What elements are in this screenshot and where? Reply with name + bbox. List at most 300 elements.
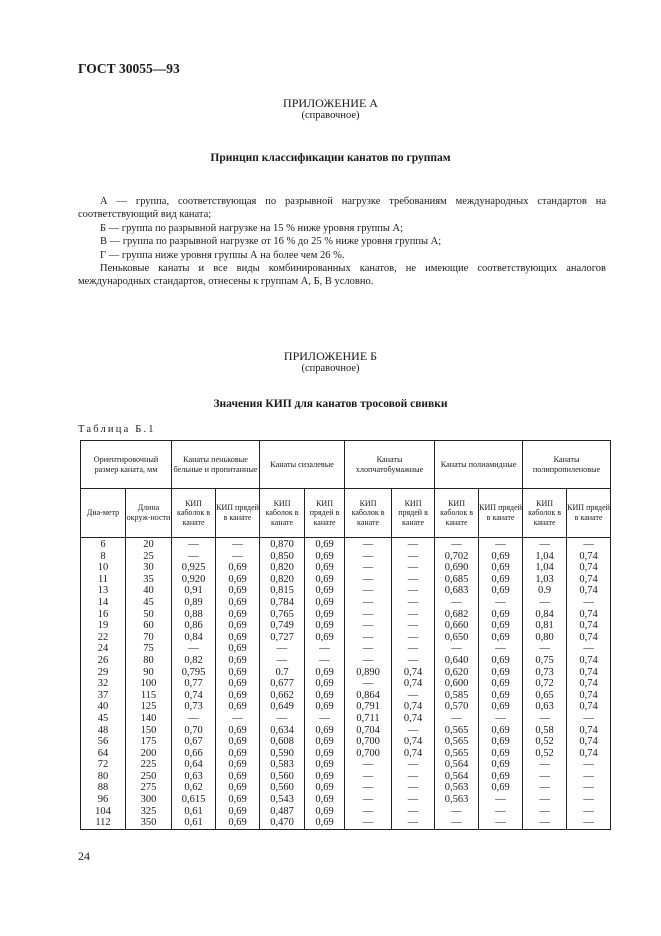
table-cell: — (435, 643, 479, 655)
table-cell: 104 (81, 806, 126, 818)
table-cell: 0,69 (305, 678, 345, 690)
table-caption: Таблица Б.1 (78, 424, 156, 435)
table-cell: 0,69 (479, 725, 523, 737)
table-cell: 0,795 (172, 667, 216, 679)
table-cell: 0,81 (523, 620, 567, 632)
table-cell: 24 (81, 643, 126, 655)
table-row (81, 538, 611, 551)
table-cell: — (172, 713, 216, 725)
group-header-polypropylene: Канаты полипропиленовые (523, 441, 611, 489)
table-cell: 0,74 (392, 701, 435, 713)
table-cell: 96 (81, 794, 126, 806)
table-cell: 0,711 (345, 713, 392, 725)
table-cell: 0,564 (435, 759, 479, 771)
table-cell: — (345, 585, 392, 597)
table-cell: 0,69 (305, 817, 345, 829)
table-cell: 0,864 (345, 690, 392, 702)
table-cell: 0,69 (216, 620, 260, 632)
table-cell: — (345, 759, 392, 771)
table-cell: 325 (126, 806, 172, 818)
table-cell: 0,70 (172, 725, 216, 737)
table-cell: 0,74 (567, 725, 611, 737)
table-cell: 200 (126, 748, 172, 760)
sub-header-hemp-yarns: КИП каболок в канате (172, 489, 216, 538)
appendix-b-heading: Значения КИП для канатов тросовой свивки (213, 398, 448, 410)
table-cell: — (392, 806, 435, 818)
table-cell: 0,660 (435, 620, 479, 632)
table-cell: 64 (81, 748, 126, 760)
group-header-sisal: Канаты сизалевые (260, 441, 345, 489)
table-cell: 0,662 (260, 690, 305, 702)
table-cell: — (392, 690, 435, 702)
table-cell: 0,784 (260, 597, 305, 609)
table-row (81, 736, 611, 748)
table-cell: 20 (126, 538, 172, 551)
table-cell: 0,69 (305, 725, 345, 737)
table-cell: 0,69 (479, 632, 523, 644)
table-cell: — (305, 713, 345, 725)
table-row (81, 667, 611, 679)
table-cell: — (392, 643, 435, 655)
table-cell: 0,791 (345, 701, 392, 713)
table-cell: 0,650 (435, 632, 479, 644)
table-cell: — (567, 794, 611, 806)
table-cell: 0,75 (523, 655, 567, 667)
table-cell: 0,700 (345, 748, 392, 760)
appendix-a-body (78, 195, 606, 289)
table-cell: 0,74 (392, 678, 435, 690)
table-cell: — (523, 597, 567, 609)
table-cell: — (479, 713, 523, 725)
table-cell: 45 (126, 597, 172, 609)
table-cell: 0,570 (435, 701, 479, 713)
table-cell: 0,74 (567, 678, 611, 690)
table-cell: 0,84 (172, 632, 216, 644)
table-cell: 300 (126, 794, 172, 806)
appendix-a-heading: Принцип классификации канатов по группам (210, 152, 451, 164)
table-cell: — (392, 771, 435, 783)
table-row (81, 597, 611, 609)
table-cell: 13 (81, 585, 126, 597)
table-cell: 0,560 (260, 771, 305, 783)
table-row (81, 725, 611, 737)
table-cell: 0,615 (172, 794, 216, 806)
table-cell: 0.9 (523, 585, 567, 597)
table-row (81, 562, 611, 574)
table-cell: 0,69 (479, 655, 523, 667)
table-cell: 0,64 (172, 759, 216, 771)
table-cell: — (392, 585, 435, 597)
table-cell: 1,04 (523, 562, 567, 574)
table-cell: 40 (81, 701, 126, 713)
table-cell: — (567, 643, 611, 655)
table-cell: 0,682 (435, 609, 479, 621)
table-cell: — (260, 655, 305, 667)
table-cell: 29 (81, 667, 126, 679)
appendix-a-title: ПРИЛОЖЕНИЕ А (283, 96, 378, 110)
table-row (81, 632, 611, 644)
sub-header-cotton-strands: КИП прядей в канате (392, 489, 435, 538)
sub-header-sisal-strands: КИП прядей в канате (305, 489, 345, 538)
table-cell: 0,565 (435, 736, 479, 748)
table-cell: 0,543 (260, 794, 305, 806)
table-cell: — (392, 725, 435, 737)
sub-header-hemp-strands: КИП прядей в канате (216, 489, 260, 538)
table-cell: 35 (126, 574, 172, 586)
table-cell: 0,74 (567, 551, 611, 563)
table-cell: 0,69 (479, 736, 523, 748)
table-cell: 0,84 (523, 609, 567, 621)
sub-header-polypropylene-strands: КИП прядей в канате (567, 489, 611, 538)
table-cell: — (567, 817, 611, 829)
table-cell: 0,63 (523, 701, 567, 713)
table-cell: 8 (81, 551, 126, 563)
table-cell: 0,69 (216, 817, 260, 829)
table-cell: 112 (81, 817, 126, 829)
table-cell: 0,69 (305, 759, 345, 771)
page-number: 24 (78, 849, 90, 863)
table-cell: 0,69 (216, 655, 260, 667)
paragraph-hemp-note: Пеньковые канаты и все виды комбинированных канатов, не имеющие соответствующих аналогов международных стандартов, отнесены к группам А, Б, В условно. (78, 263, 606, 288)
table-row (81, 678, 611, 690)
table-cell: 0,69 (216, 771, 260, 783)
table-cell: 0,74 (392, 667, 435, 679)
table-cell: 0,52 (523, 736, 567, 748)
table-cell: 80 (81, 771, 126, 783)
table-cell: — (523, 771, 567, 783)
document-header: ГОСТ 30055—93 (78, 61, 180, 76)
table-cell: 100 (126, 678, 172, 690)
table-cell: 0,685 (435, 574, 479, 586)
table-cell: 0,69 (216, 725, 260, 737)
table-cell: 0,69 (305, 597, 345, 609)
table-row (81, 817, 611, 829)
table-cell: 0,74 (567, 690, 611, 702)
table-cell: — (392, 562, 435, 574)
table-cell: — (392, 632, 435, 644)
table-cell: 40 (126, 585, 172, 597)
table-cell: — (345, 806, 392, 818)
table-cell: — (435, 713, 479, 725)
table-cell: 0,925 (172, 562, 216, 574)
table-cell: — (345, 551, 392, 563)
table-cell: 140 (126, 713, 172, 725)
table-cell: — (523, 806, 567, 818)
paragraph-group-g: Г — группа ниже уровня группы А на более чем 26 %. (100, 249, 345, 261)
table-cell: 0,820 (260, 574, 305, 586)
table-cell: 0,608 (260, 736, 305, 748)
table-cell: — (435, 597, 479, 609)
table-cell: 115 (126, 690, 172, 702)
table-cell: 0,69 (305, 551, 345, 563)
table-cell: 0,69 (305, 609, 345, 621)
table-cell: 48 (81, 725, 126, 737)
table-cell: — (345, 794, 392, 806)
table-cell: 0,69 (479, 771, 523, 783)
table-cell: 0,565 (435, 725, 479, 737)
table-row (81, 748, 611, 760)
table-cell: — (435, 817, 479, 829)
group-header-cotton: Канаты хлопчатобумажные (345, 441, 435, 489)
table-cell: 0,74 (172, 690, 216, 702)
table-cell: — (216, 713, 260, 725)
table-cell: 0,69 (479, 748, 523, 760)
table-cell: 0,69 (479, 620, 523, 632)
table-cell: 0,74 (392, 748, 435, 760)
table-cell: 0,727 (260, 632, 305, 644)
table-cell: 0,66 (172, 748, 216, 760)
sub-header-cotton-yarns: КИП каболок в канате (345, 489, 392, 538)
table-cell: 350 (126, 817, 172, 829)
table-cell: 0,69 (216, 759, 260, 771)
table-cell: 0,74 (567, 655, 611, 667)
kip-table (80, 440, 611, 830)
table-cell: 0,65 (523, 690, 567, 702)
table-cell: 0,69 (305, 794, 345, 806)
table-cell: — (392, 609, 435, 621)
table-cell: — (392, 655, 435, 667)
table-row (81, 701, 611, 713)
table-cell: — (479, 597, 523, 609)
table-cell: 0,69 (216, 748, 260, 760)
table-cell: 0,563 (435, 782, 479, 794)
table-cell: — (479, 817, 523, 829)
table-cell: 0,69 (305, 632, 345, 644)
paragraph-group-b: Б — группа по разрывной нагрузке на 15 % ниже уровня группы А; (100, 222, 404, 234)
table-row (81, 585, 611, 597)
table-cell: — (345, 609, 392, 621)
table-cell: 10 (81, 562, 126, 574)
table-cell: — (345, 678, 392, 690)
table-row (81, 551, 611, 563)
table-cell: — (345, 632, 392, 644)
table-cell: — (567, 713, 611, 725)
table-cell: — (345, 620, 392, 632)
table-cell: 0,69 (305, 701, 345, 713)
sub-header-polyamide-strands: КИП прядей в канате (479, 489, 523, 538)
table-cell: 0,74 (567, 609, 611, 621)
table-cell: 0,890 (345, 667, 392, 679)
sub-header-polyamide-yarns: КИП каболок в канате (435, 489, 479, 538)
table-cell: 0,649 (260, 701, 305, 713)
table-cell: 0,69 (305, 667, 345, 679)
table-cell: 0,590 (260, 748, 305, 760)
table-cell: 0,683 (435, 585, 479, 597)
table-cell: 0,69 (305, 574, 345, 586)
table-cell: 0,61 (172, 806, 216, 818)
table-cell: 0,870 (260, 538, 305, 551)
table-cell: 0,58 (523, 725, 567, 737)
table-cell: 0,820 (260, 562, 305, 574)
table-cell: 0,69 (305, 736, 345, 748)
table-cell: 0,470 (260, 817, 305, 829)
table-cell: 0,600 (435, 678, 479, 690)
table-cell: — (345, 771, 392, 783)
table-cell: 90 (126, 667, 172, 679)
table-cell: 0,749 (260, 620, 305, 632)
table-cell: — (216, 538, 260, 551)
table-row (81, 609, 611, 621)
table-cell: 0,86 (172, 620, 216, 632)
paragraph-group-a: А — группа, соответствующая по разрывной нагрузке требованиям международных стандартов на соответствующий вид каната; (78, 196, 606, 221)
table-cell: — (479, 538, 523, 551)
table-cell: — (523, 643, 567, 655)
table-cell: 0,69 (216, 597, 260, 609)
table-cell: 0,69 (479, 667, 523, 679)
table-row (81, 620, 611, 632)
table-cell: — (567, 782, 611, 794)
table-cell: — (567, 597, 611, 609)
table-cell: 37 (81, 690, 126, 702)
table-cell: 0,69 (216, 585, 260, 597)
table-cell: 0,69 (479, 574, 523, 586)
table-cell: 0,74 (567, 585, 611, 597)
table-cell: 0,702 (435, 551, 479, 563)
table-cell: 0,634 (260, 725, 305, 737)
group-header-polyamide: Канаты полиамидные (435, 441, 523, 489)
table-cell: 0,69 (216, 632, 260, 644)
table-cell: 16 (81, 609, 126, 621)
table-cell: 26 (81, 655, 126, 667)
table-cell: 0,69 (305, 562, 345, 574)
table-cell: 0,69 (216, 701, 260, 713)
table-cell: — (345, 782, 392, 794)
table-cell: 0,565 (435, 748, 479, 760)
table-cell: 0,765 (260, 609, 305, 621)
table-cell: 150 (126, 725, 172, 737)
table-row (81, 713, 611, 725)
table-cell: 0,69 (305, 782, 345, 794)
table-cell: 0,815 (260, 585, 305, 597)
table-cell: 75 (126, 643, 172, 655)
table-cell: — (392, 551, 435, 563)
table-row (81, 771, 611, 783)
table-cell: — (392, 817, 435, 829)
table-cell: 0,74 (392, 736, 435, 748)
table-cell: 0,560 (260, 782, 305, 794)
table-cell: 0,69 (305, 538, 345, 551)
table-cell: — (435, 806, 479, 818)
table-cell: 0,74 (567, 748, 611, 760)
table-cell: 0,583 (260, 759, 305, 771)
table-cell: 0,74 (567, 701, 611, 713)
table-row (81, 643, 611, 655)
table-cell: 0,74 (567, 667, 611, 679)
table-cell: 0,74 (567, 574, 611, 586)
table-cell: — (567, 538, 611, 551)
table-cell: 0,69 (479, 585, 523, 597)
table-cell: 0,61 (172, 817, 216, 829)
table-cell: — (392, 782, 435, 794)
table-cell: 0,69 (216, 782, 260, 794)
table-cell: 0,80 (523, 632, 567, 644)
table-cell: 0,69 (479, 759, 523, 771)
table-cell: — (523, 538, 567, 551)
table-cell: — (305, 655, 345, 667)
table-cell: — (567, 771, 611, 783)
appendix-b-title: ПРИЛОЖЕНИЕ Б (283, 349, 378, 363)
table-cell: 0,74 (392, 713, 435, 725)
table-cell: 0,69 (216, 736, 260, 748)
table-cell: 30 (126, 562, 172, 574)
table-cell: 0,88 (172, 609, 216, 621)
table-cell: 0,73 (172, 701, 216, 713)
table-cell: 56 (81, 736, 126, 748)
table-cell: 275 (126, 782, 172, 794)
table-cell: 0,73 (523, 667, 567, 679)
table-row (81, 655, 611, 667)
table-cell: 25 (126, 551, 172, 563)
table-cell: — (345, 562, 392, 574)
table-cell: 0,63 (172, 771, 216, 783)
table-cell: 0,850 (260, 551, 305, 563)
table-cell: 0,74 (567, 562, 611, 574)
table-cell: 0,69 (305, 690, 345, 702)
table-cell: — (345, 597, 392, 609)
table-cell: — (305, 643, 345, 655)
sub-header-sisal-yarns: КИП каболок в канате (260, 489, 305, 538)
table-cell: 14 (81, 597, 126, 609)
table-cell: 72 (81, 759, 126, 771)
table-cell: 0,487 (260, 806, 305, 818)
table-cell: 0,74 (567, 632, 611, 644)
table-cell: 32 (81, 678, 126, 690)
table-cell: 0,69 (305, 620, 345, 632)
table-cell: — (567, 759, 611, 771)
table-cell: 0,69 (305, 748, 345, 760)
table-cell: — (345, 538, 392, 551)
table-cell: 0,69 (479, 551, 523, 563)
table-cell: — (435, 538, 479, 551)
table-cell: — (392, 620, 435, 632)
table-cell: 0,62 (172, 782, 216, 794)
table-cell: 0,77 (172, 678, 216, 690)
table-cell: 50 (126, 609, 172, 621)
table-cell: 0,74 (567, 736, 611, 748)
table-cell: 125 (126, 701, 172, 713)
table-cell: 0,89 (172, 597, 216, 609)
table-cell: 80 (126, 655, 172, 667)
sub-header-polypropylene-yarns: КИП каболок в канате (523, 489, 567, 538)
table-cell: — (260, 643, 305, 655)
table-row (81, 759, 611, 771)
table-cell: 0,69 (305, 585, 345, 597)
table-cell: 0,69 (479, 701, 523, 713)
table-cell: — (345, 643, 392, 655)
table-cell: 0,74 (567, 620, 611, 632)
table-cell: 0,564 (435, 771, 479, 783)
table-cell: 0,67 (172, 736, 216, 748)
table-cell: — (479, 643, 523, 655)
table-cell: — (345, 655, 392, 667)
table-body (81, 538, 611, 830)
table-cell: 0,69 (479, 690, 523, 702)
table-cell: 0,82 (172, 655, 216, 667)
table-cell: 0,69 (216, 678, 260, 690)
table-cell: 0,704 (345, 725, 392, 737)
table-cell: 0,69 (305, 806, 345, 818)
table-cell: 0,72 (523, 678, 567, 690)
table-cell: 0,69 (216, 690, 260, 702)
table-cell: 0,69 (216, 794, 260, 806)
table-cell: — (523, 794, 567, 806)
table-cell: 0,52 (523, 748, 567, 760)
table-cell: — (523, 759, 567, 771)
table-row (81, 794, 611, 806)
group-header-hemp: Канаты пеньковые бельные и пропитанные (172, 441, 260, 489)
table-cell: 70 (126, 632, 172, 644)
table-cell: — (523, 817, 567, 829)
